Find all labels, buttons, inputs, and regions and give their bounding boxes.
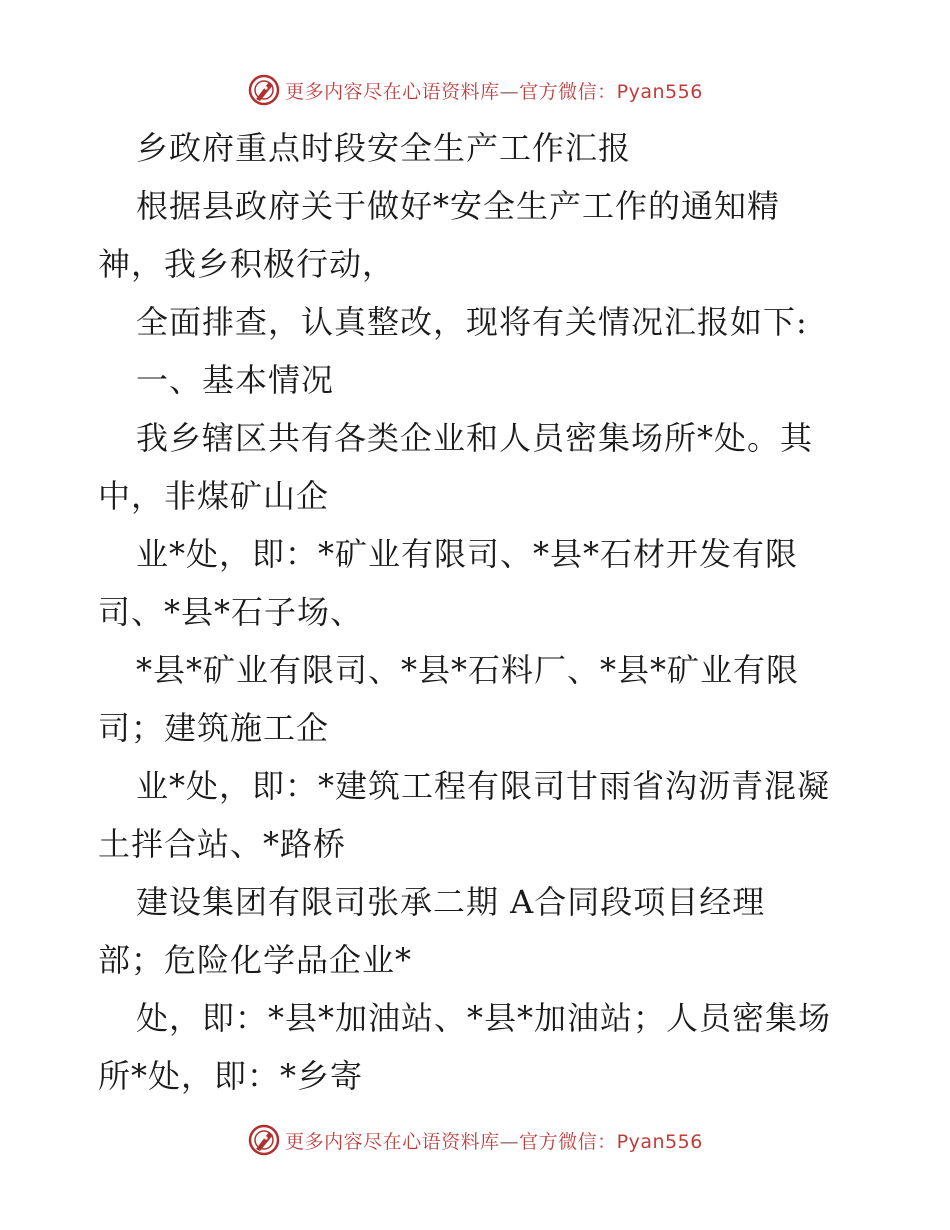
paragraph-line: 土拌合站、*路桥	[98, 825, 347, 863]
paragraph-line: 所*处，即：*乡寄	[98, 1057, 364, 1095]
paragraph-line: 根据县政府关于做好*安全生产工作的通知精	[136, 187, 781, 225]
paragraph-line: *县*矿业有限司、*县*石料厂、*县*矿业有限	[136, 651, 800, 689]
paragraph-line: 中，非煤矿山企	[98, 477, 330, 515]
watermark-text: 更多内容尽在心语资料库—官方微信：Pyan556	[285, 80, 703, 103]
pen-nib-logo-icon	[247, 73, 281, 107]
footer-watermark-banner	[0, 1120, 950, 1160]
document-title: 乡政府重点时段安全生产工作汇报	[136, 129, 632, 167]
watermark-text: 更多内容尽在心语资料库—官方微信：Pyan556	[285, 1130, 703, 1153]
paragraph-line: 部；危险化学品企业*	[98, 941, 413, 979]
paragraph-line: 全面排查，认真整改，现将有关情况汇报如下:	[136, 303, 808, 341]
paragraph-line: 建设集团有限司张承二期 A合同段项目经理	[136, 883, 766, 921]
section-heading: 一、基本情况	[136, 361, 335, 399]
paragraph-line: 业*处，即：*矿业有限司、*县*石材开发有限	[136, 535, 799, 573]
header-watermark-banner	[0, 70, 950, 110]
paragraph-line: 业*处，即：*建筑工程有限司甘雨省沟沥青混凝	[136, 767, 831, 805]
paragraph-line: 我乡辖区共有各类企业和人员密集场所*处。其	[136, 419, 814, 457]
paragraph-line: 神，我乡积极行动，	[98, 245, 396, 283]
paragraph-line: 司、*县*石子场、	[98, 593, 364, 631]
paragraph-line: 处，即：*县*加油站、*县*加油站；人员密集场	[136, 999, 832, 1037]
paragraph-line: 司；建筑施工企	[98, 709, 330, 747]
pen-nib-logo-icon	[247, 1123, 281, 1157]
